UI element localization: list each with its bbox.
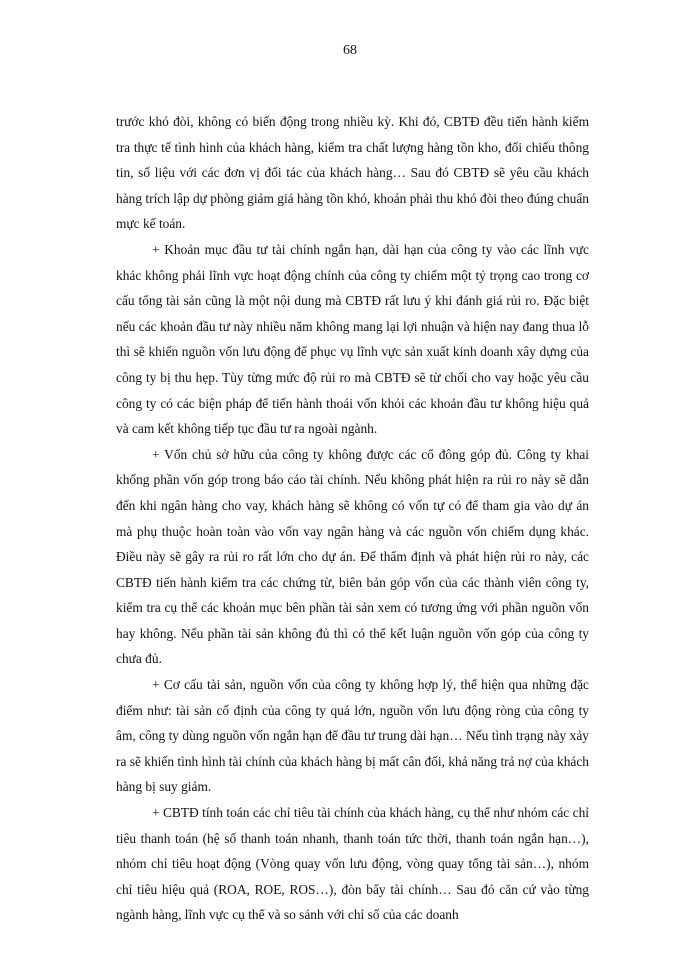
paragraph-owner-equity: + Vốn chủ sở hữu của công ty không được các cổ đông góp đủ. Công ty khai khống phần vốn góp trong báo cáo tài chính. Nếu không phát hiện ra rủi ro này sẽ dẫn đến khi ngân hàng cho vay, khách hàng sẽ không có vốn tự có để tham gia vào dự án mà phụ thuộc hoàn toàn vào vốn vay ngân hàng và các nguồn vốn chiếm dụng khác. Điều này sẽ gây ra rủi ro rất lớn cho dự án. Để thẩm định và phát hiện rủi ro này, các CBTĐ tiến hành kiểm tra các chứng từ, biên bản góp vốn của các thành viên công ty, kiểm tra cụ thể các khoản mục bên phần tài sản xem có tương ứng với phần nguồn vốn hay không. Nếu phần tài sản không đủ thì có thể kết luận nguồn vốn góp của công ty chưa đủ. <box>116 446 589 667</box>
paragraph-continuation: trước khó đòi, không có biến động trong nhiều kỳ. Khi đó, CBTĐ đều tiến hành kiểm tra thực tế tình hình của khách hàng, kiểm tra chất lượng hàng tồn kho, đối chiếu thông tin, số liệu với các đơn vị đối tác của khách hàng… Sau đó CBTĐ sẽ yêu cầu khách hàng trích lập dự phòng giảm giá hàng tồn khó, khoản phải thu khó đòi theo đúng chuẩn mực kế toán. <box>116 114 589 232</box>
paragraph-financial-investments: + Khoản mục đầu tư tài chính ngắn hạn, dài hạn của công ty vào các lĩnh vực khác không phải lĩnh vực hoạt động chính của công ty chiếm một tỷ trọng cao trong cơ cấu tổng tài sản cũng là một nội dung mà CBTĐ rất lưu ý khi đánh giá rủi ro. Đặc biệt nếu các khoản đầu tư này nhiều năm không mang lại lợi nhuận và hiện nay đang thua lỗ thì sẽ khiến nguồn vốn lưu động để phục vụ lĩnh vực sản xuất kinh doanh xây dựng của công ty bị thu hẹp. Tùy từng mức độ rủi ro mà CBTĐ sẽ từ chối cho vay hoặc yêu cầu công ty có các biện pháp để tiến hành thoái vốn khỏi các khoản đầu tư không hiệu quả và cam kết không tiếp tục đầu tư ra ngoài ngành. <box>116 241 589 437</box>
page-number: 68 <box>343 43 357 58</box>
paragraph-asset-structure: + Cơ cấu tài sản, nguồn vốn của công ty không hợp lý, thể hiện qua những đặc điểm như: tài sản cố định của công ty quá lớn, nguồn vốn lưu động ròng của công ty âm, công ty dùng nguồn vốn ngắn hạn để đầu tư trung dài hạn… Nếu tình trạng này xảy ra sẽ khiến tình hình tài chính của khách hàng bị mất cân đối, khả năng trả nợ của khách hàng bị suy giảm. <box>116 677 589 795</box>
paragraph-financial-ratios: + CBTĐ tính toán các chỉ tiêu tài chính của khách hàng, cụ thể như nhóm các chỉ tiêu thanh toán (hệ số thanh toán nhanh, thanh toán tức thời, thanh toán ngắn hạn…), nhóm chỉ tiêu hoạt động (Vòng quay vốn lưu động, vòng quay tổng tài sản…), nhóm chỉ tiêu hiệu quả (ROA, ROE, ROS…), đòn bẩy tài chính… Sau đó căn cứ vào từng ngành hàng, lĩnh vực cụ thể và so sánh với chỉ số của các doanh <box>116 805 589 923</box>
document-body <box>116 109 589 928</box>
